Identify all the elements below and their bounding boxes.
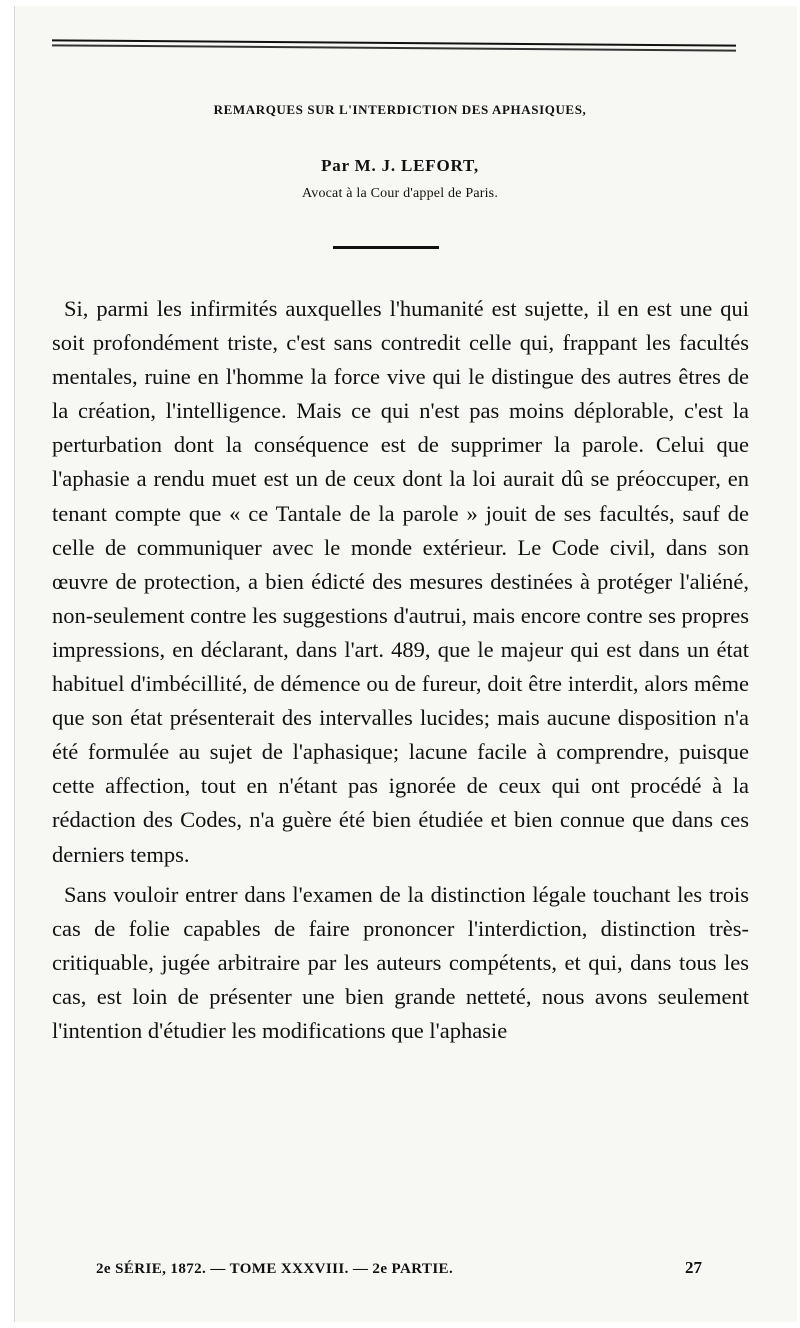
section-separator-rule xyxy=(333,246,439,249)
paragraph-1: Si, parmi les infirmités auxquelles l'humanité est sujette, il en est une qui soit profondément triste, c'est sans contredit celle qui, frappant les facultés mentales, ruine en l'homme la force vive qui le distingue des autres êtres de la création, l'intelligence. Mais ce qui n'est pas moins déplorable, c'est la perturbation dont la conséquence est de supprimer la parole. Celui que l'aphasie a rendu muet est un de ceux dont la loi aurait dû se préoccuper, en tenant compte que « ce Tantale de la parole » jouit de ses facultés, sauf de celle de communiquer avec le monde extérieur. Le Code civil, dans son œuvre de protection, a bien édicté des mesures destinées à protéger l'aliéné, non-seulement contre les suggestions d'autrui, mais encore contre ses propres impressions, en déclarant, dans l'art. 489, que le majeur qui est dans un état habituel d'imbécillité, de démence ou de fureur, doit être interdit, alors même que son état présenterait des intervalles lucides; mais aucune disposition n'a été formulée au sujet de l'aphasique; lacune facile à comprendre, puisque cette affection, tout en n'étant pas ignorée de ceux qui ont procédé à la rédaction des Codes, n'a guère été bien étudiée et bien connue que dans ces derniers temps. xyxy=(52,296,749,867)
page-number: 27 xyxy=(685,1258,702,1277)
article-body xyxy=(52,292,749,1048)
article-title: REMARQUES SUR L'INTERDICTION DES APHASIQUES, xyxy=(213,102,587,117)
author-affiliation: Avocat à la Cour d'appel de Paris. xyxy=(301,186,499,201)
author-byline: Par M. J. LEFORT, xyxy=(321,156,479,175)
series-info: 2e SÉRIE, 1872. — TOME XXXVIII. — 2e PARTIE. xyxy=(96,1261,454,1277)
page-footer xyxy=(96,1258,702,1278)
paragraph-2: Sans vouloir entrer dans l'examen de la distinction légale touchant les trois cas de folie capables de faire prononcer l'interdiction, distinction très-critiquable, jugée arbitraire par les auteurs compétents, et qui, dans tous les cas, est loin de présenter une bien grande netteté, nous avons seulement l'intention d'étudier les modifications que l'aphasie xyxy=(52,881,749,1043)
